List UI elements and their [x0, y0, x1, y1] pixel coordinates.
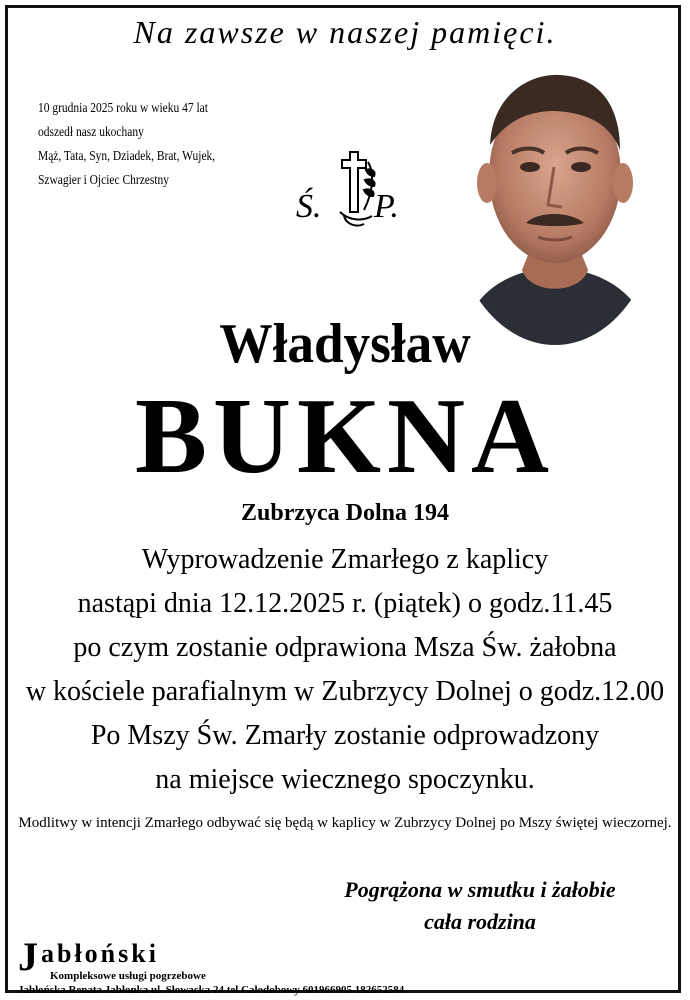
intro-line: odszedł nasz ukochany — [38, 125, 144, 140]
funeral-line: w kościele parafialnym w Zubrzycy Dolnej o godz.12.00 — [25, 676, 665, 707]
intro-line: Mąż, Tata, Syn, Dziadek, Brat, Wujek, — [38, 149, 216, 164]
funeral-line: po czym zostanie odprawiona Msza Św. żałobna — [73, 632, 617, 663]
logo-initial: J — [18, 934, 41, 979]
death-announcement — [38, 97, 216, 193]
portrait-photo — [450, 55, 660, 345]
deceased-last-name: BUKNA — [134, 377, 556, 496]
funeral-details — [0, 538, 690, 802]
memorial-header: Na zawsze w naszej pamięci. — [133, 14, 557, 50]
mourners-line: cała rodzina — [424, 909, 536, 934]
intro-line: Szwagier i Ojciec Chrzestny — [38, 173, 170, 188]
portrait-illustration — [450, 55, 660, 345]
funeral-line: Wyprowadzenie Zmarłego z kaplicy — [141, 544, 549, 575]
sp-left-letter: Ś. — [296, 188, 322, 225]
logo-rest: abłoński — [41, 939, 159, 968]
deceased-first-name: Władysław — [219, 313, 471, 375]
mourners-signature — [290, 874, 670, 938]
sp-right-letter: P. — [374, 188, 399, 225]
funeral-home-footer — [18, 934, 518, 997]
deceased-address: Zubrzyca Dolna 194 — [240, 500, 449, 526]
cross-with-wheat-icon — [328, 150, 380, 232]
funeral-line: na miejsce wiecznego spoczynku. — [155, 764, 535, 795]
funeral-home-contact: Jabłońska Renata Jabłonka ul. Słowacka 24 tel Całodobowy 601966905 182652584 — [18, 984, 405, 996]
funeral-line: Po Mszy Św. Zmarły zostanie odprowadzony — [90, 720, 600, 751]
sp-symbol — [296, 150, 406, 240]
funeral-line: nastąpi dnia 12.12.2025 r. (piątek) o godz.11.45 — [77, 588, 613, 619]
prayers-note: Modlitwy w intencji Zmarłego odbywać się będą w kaplicy w Zubrzycy Dolnej po Mszy świętej wieczornej. — [18, 815, 672, 831]
funeral-home-tagline: Kompleksowe usługi pogrzebowe — [50, 970, 206, 982]
intro-line: 10 grudnia 2025 roku w wieku 47 lat — [38, 101, 208, 116]
mourners-line: Pogrążona w smutku i żałobie — [344, 877, 616, 902]
